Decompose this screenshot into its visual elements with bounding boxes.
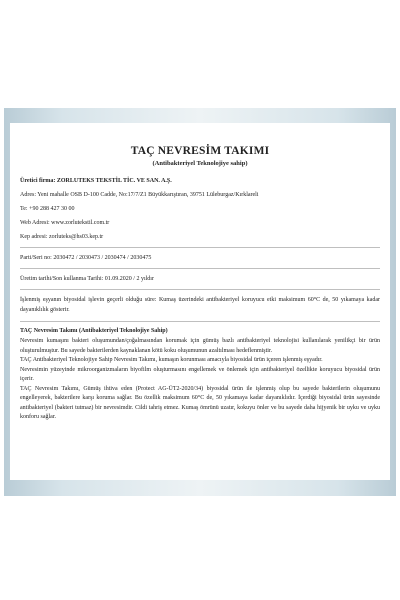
product-label-card [10, 123, 390, 480]
section-paragraph: TAÇ Nevresim Takımı, Gümüş ihtiva eden (Protect AG-ÜT2-2020/34) biyosidal ürün ile işlenmiş olup bu sayede bakterilerin oluşumunu engelleyerek, bakterilere karşı koruma sağlar. Bu özellik maksimum 60°C de, 50 yıkamaya kadar dayanıklıdır. İçerdiği biyosidal ürün sayesinde antibakteriyel (bakteri tutmaz) bir nevresimdir. Cildi tahriş etmez. Kumaş ömrünü uzatır, kokuyu önler ve bu sayede daha hijyenik bir uyku ve uyku konforu sağlar. [20, 385, 380, 420]
section-title: TAÇ Nevresim Takımı (Antibakteriyel Teknolojiye Sahip) [20, 328, 168, 334]
section-paragraph: Nevresimin yüzeyinde mikroorganizmaların biyofilm oluşturmasını engellemek ve önlemek için antibakteriyel özellikte koruyucu biyosidal ürün içerir. [20, 366, 380, 382]
divider [20, 247, 380, 248]
document-subtitle: (Antibakteriyel Teknolojiye sahip) [152, 160, 248, 167]
producer-phone: Te: +90 288 427 30 00 [20, 206, 75, 212]
batch-number: Parti/Seri no: 2030472 / 2030473 / 2030474 / 2030475 [20, 255, 152, 261]
producer-web: Web Adresi: www.zorlutekstil.com.tr [20, 220, 110, 226]
producer-line [20, 177, 380, 185]
production-dates: Üretim tarihi/Son kullanma Tarihi: 01.09.2020 / 2 yıldır [20, 276, 154, 282]
document-title: TAÇ NEVRESİM TAKIMI [130, 145, 270, 157]
producer-kep: Kep adresi: zorluteks@hs03.kep.tr [20, 234, 104, 240]
section-paragraph: TAÇ Antibakteriyel Teknolojiye Sahip Nevresim Takımı, kumaşın korunması amacıyla biyosidal ürün içeren işlenmiş eşyadır. [20, 357, 323, 363]
producer-name: ZORLUTEKS TEKSTİL TİC. VE SAN. A.Ş. [56, 178, 172, 184]
divider [20, 268, 380, 269]
producer-address: Adres: Yeni mahalle OSB D-100 Cadde, No:17/7/Z1 Büyükkarıştıran, 39751 Lüleburgaz/Kırklareli [20, 192, 259, 198]
divider [20, 289, 380, 290]
biocide-validity-note: İşlenmiş eşyanın biyosidal işlevin geçerli olduğu süre: Kumaş üzerindeki antibakteriyel koruyucu etki maksimum 60°C de, 50 yıkamaya kadar dayanıklılık gösterir. [20, 297, 380, 313]
producer-label: Üretici firma: [20, 178, 56, 184]
section-paragraph: Nevresim kumaşını bakteri oluşumundan/çoğalmasından korumak için gümüş bazlı antibakteriyel teknolojisi kullanılarak yenilikçi bir ürün oluşturulmuştur. Bu sayede bakterilerden kaynaklanan kötü koku oluşumunun azaltılması hedeflenmiştir. [20, 338, 380, 354]
divider [20, 321, 380, 322]
